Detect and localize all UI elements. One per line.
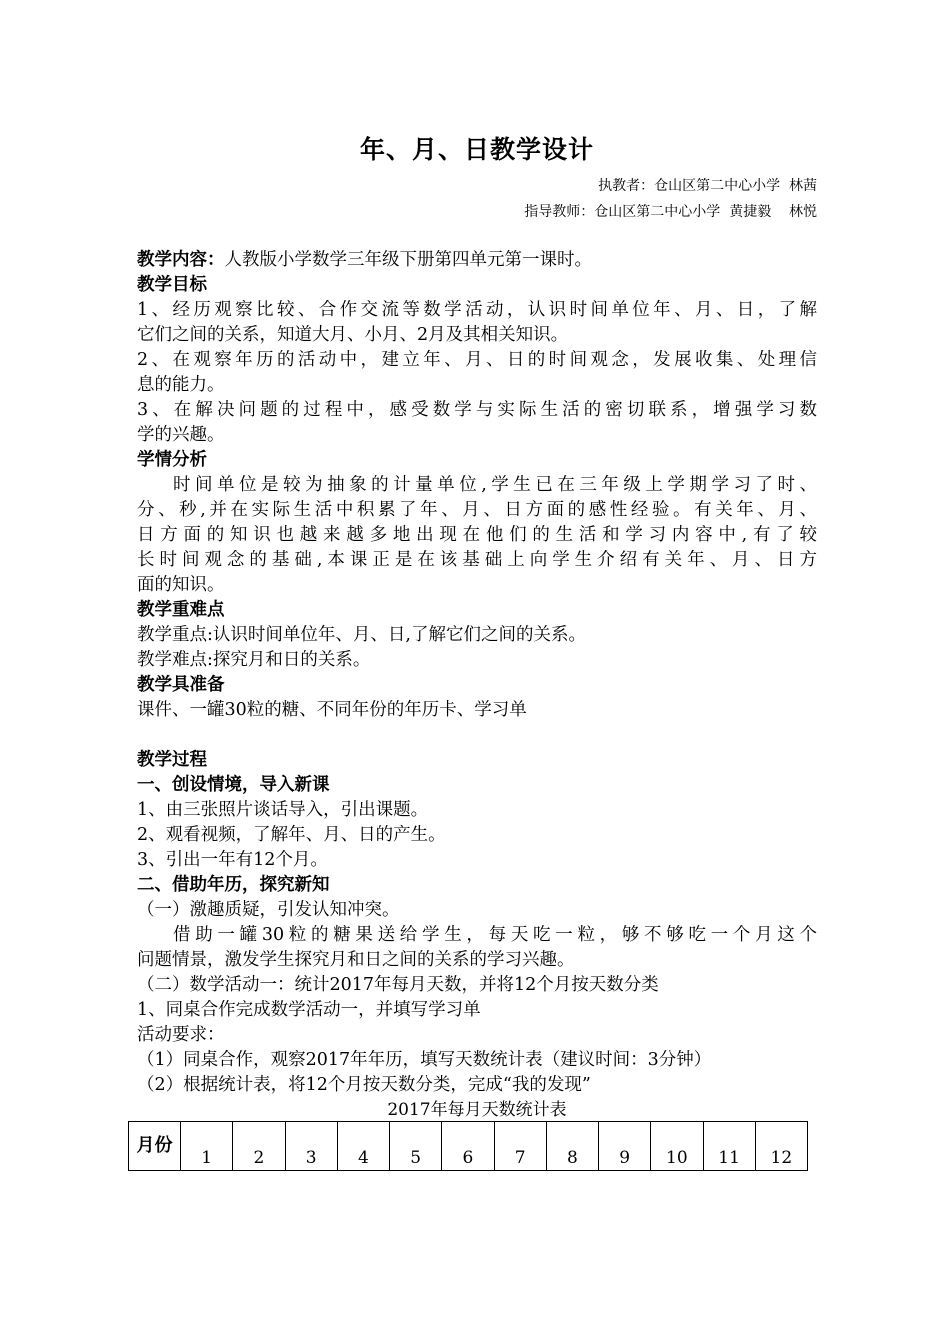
analysis-line: 面的知识。 <box>137 575 225 595</box>
table-header-cell: 月份 <box>129 1122 181 1171</box>
materials-heading: 教学具准备 <box>137 675 225 695</box>
process-heading: 教学过程 <box>137 750 207 770</box>
month-cell: 9 <box>599 1122 651 1171</box>
spacer <box>137 723 817 748</box>
author-line: 执教者：仓山区第二中心小学 林茜 <box>598 178 817 194</box>
part2-sub1-line: 问题情景，激发学生探究月和日之间的关系的学习兴趣。 <box>137 950 575 970</box>
part2-heading: 二、借助年历，探究新知 <box>137 875 330 895</box>
goals-line: 3、在解决问题的过程中，感受数学与实际生活的密切联系，增强学习数 <box>137 400 817 420</box>
days-stats-table <box>128 1121 808 1171</box>
goals-line: 它们之间的关系，知道大月、小月、2月及其相关知识。 <box>137 325 569 345</box>
table-caption: 2017年每月天数统计表 <box>387 1100 567 1120</box>
part1-line: 2、观看视频，了解年、月、日的产生。 <box>137 825 446 845</box>
analysis-line: 分、秒,并在实际生活中积累了年、月、日方面的感性经验。有关年、月、 <box>137 500 817 520</box>
keypoints-line: 教学重点:认识时间单位年、月、日,了解它们之间的关系。 <box>137 625 586 645</box>
requirement-1: （1）同桌合作，观察2017年年历，填写天数统计表（建议时间：3分钟） <box>137 1050 712 1070</box>
keypoints-line: 教学难点:探究月和日的关系。 <box>137 650 371 670</box>
goals-line: 息的能力。 <box>137 375 225 395</box>
analysis-line: 日方面的知识也越来越多地出现在他们的生活和学习内容中,有了较 <box>137 525 817 545</box>
materials-text: 课件、一罐30粒的糖、不同年份的年历卡、学习单 <box>137 700 527 720</box>
month-cell: 6 <box>442 1122 494 1171</box>
analysis-heading: 学情分析 <box>137 450 207 470</box>
page-title: 年、月、日教学设计 <box>359 135 594 164</box>
advisor-line: 指导教师：仓山区第二中心小学 黄捷毅 林悦 <box>524 204 817 220</box>
keypoints-heading: 教学重难点 <box>137 600 225 620</box>
part2-sub2: （二）数学活动一：统计2017年每月天数，并将12个月按天数分类 <box>137 975 659 995</box>
month-cell: 2 <box>233 1122 285 1171</box>
content-text: 人教版小学数学三年级下册第四单元第一课时。 <box>224 250 592 270</box>
month-cell: 10 <box>651 1122 703 1171</box>
activity-line: 1、同桌合作完成数学活动一，并填写学习单 <box>137 1000 481 1020</box>
part1-line: 1、由三张照片谈话导入，引出课题。 <box>137 800 429 820</box>
content-label: 教学内容： <box>137 250 225 270</box>
goals-heading: 教学目标 <box>137 275 207 295</box>
month-cell: 5 <box>390 1122 442 1171</box>
requirement-2: （2）根据统计表，将12个月按天数分类，完成“我的发现” <box>137 1075 591 1095</box>
part1-heading: 一、创设情境，导入新课 <box>137 775 330 795</box>
table-row <box>129 1122 808 1171</box>
analysis-line: 时间单位是较为抽象的计量单位,学生已在三年级上学期学习了时、 <box>173 475 817 495</box>
goals-line: 学的兴趣。 <box>137 425 225 445</box>
month-cell: 1 <box>181 1122 233 1171</box>
document-body <box>137 248 817 1122</box>
goals-line: 2、在观察年历的活动中，建立年、月、日的时间观念，发展收集、处理信 <box>137 350 817 370</box>
month-cell: 7 <box>494 1122 546 1171</box>
goals-line: 1、经历观察比较、合作交流等数学活动，认识时间单位年、月、日，了解 <box>137 300 817 320</box>
analysis-line: 长时间观念的基础,本课正是在该基础上向学生介绍有关年、月、日方 <box>137 550 817 570</box>
month-cell: 8 <box>546 1122 598 1171</box>
month-cell: 12 <box>755 1122 807 1171</box>
month-cell: 11 <box>703 1122 755 1171</box>
part2-sub1: （一）激趣质疑，引发认知冲突。 <box>137 900 400 920</box>
part1-line: 3、引出一年有12个月。 <box>137 850 328 870</box>
month-cell: 4 <box>337 1122 389 1171</box>
requirements-label: 活动要求： <box>137 1025 225 1045</box>
part2-sub1-line: 借助一罐30粒的糖果送给学生，每天吃一粒，够不够吃一个月这个 <box>173 925 817 945</box>
month-cell: 3 <box>285 1122 337 1171</box>
content-line <box>137 248 817 273</box>
